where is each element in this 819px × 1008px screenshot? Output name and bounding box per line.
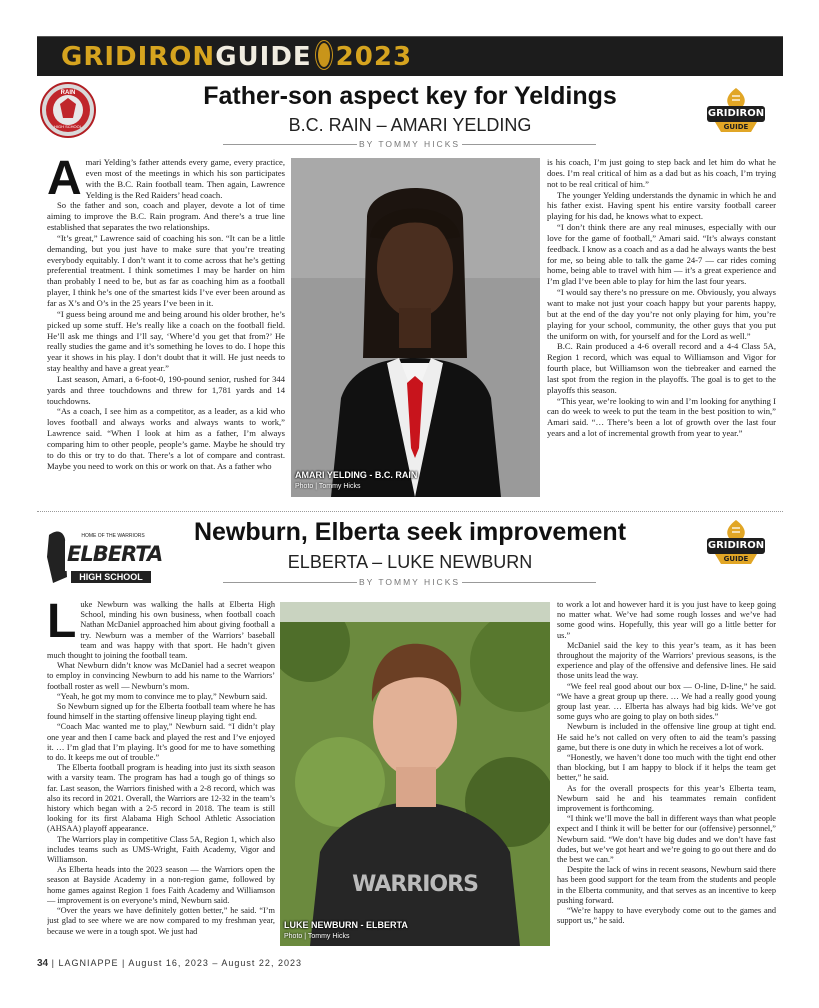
gridiron-guide-badge <box>705 86 767 138</box>
story2-dropcap: L <box>47 600 77 648</box>
story2-column-2 <box>557 600 776 948</box>
byline-rule-left <box>223 144 357 145</box>
story2-paragraph: So Newburn signed up for the Elberta football team where he has found himself in the starting offensive lineup playing tight end. <box>47 702 275 722</box>
story1-paragraph: is his coach, I’m just going to step back and let him do what he does. I’m real critical of him as a dad but as his coach, I’m trying not to be real critical of him.” <box>547 157 776 189</box>
story2-paragraph: As Elberta heads into the 2023 season — the Warriors open the season at Bayside Academy in a non-region game, followed by home games against Region 1 foes Faith Academy and Williamson — improvement is on everyone’s mind, Newburn said. <box>47 865 275 905</box>
story2-paragraph: The Elberta football program is heading into just its sixth season with a varsity team. The program has had a tough go of things so far. Last season, the Warriors finished with a 2-8 record, which was also its record in 2021. Overall, the Warriors are 12-32 in the team’s history which began with a 2-5 record in 2018. The team is still looking for its first Alabama High School Athletic Association (AHSAA) playoff appearance. <box>47 763 275 834</box>
story1-paragraph: “This year, we’re looking to win and I’m looking for anything I can do week to week to put the team in the best position to win,” Amari said. “… There’s been a lot of growth over the last four years and a lot of incremental growth from year to year.” <box>547 395 776 439</box>
story2-paragraph: Despite the lack of wins in recent seasons, Newburn said there has been good support for the team from the students and people in the Elberta community, and that serves as an incentive to keep pushing forward. <box>557 865 776 905</box>
story1-byline: BY TOMMY HICKS <box>358 139 461 149</box>
logo-rain-bottom-text: HIGH SCHOOL <box>53 124 82 129</box>
story2-paragraph: “Honestly, we haven’t done too much with the tight end other than blocking, but I am happy to block if it helps the team get better,” he said. <box>557 753 776 783</box>
story1-paragraph: “I guess being around me and being around his older brother, he’s picked up some stuff. He’s really like a coach on the football field. He’ll ask me things and I’ll say, ‘Where’d you get that from?’ He really studies the game and it’s something he loves to do. I hope this year it shows in his play. I don’t doubt that it will. He just needs to stay healthy and have a great year.” <box>47 308 285 374</box>
story1-paragraph: Last season, Amari, a 6-foot-0, 190-pound senior, rushed for 344 yards and three touchdowns and threw for 1,781 yards and 14 touchdowns. <box>47 373 285 406</box>
publication-name: LAGNIAPPE <box>58 958 119 968</box>
story2-paragraph: “Yeah, he got my mom to convince me to play,” Newburn said. <box>57 691 268 701</box>
badge-guide-text: GUIDE <box>723 123 749 131</box>
page-number: 34 <box>37 958 49 969</box>
byline-rule-right <box>462 582 596 583</box>
badge-gridiron-text: GRIDIRON <box>707 540 765 551</box>
story2-paragraph: “We’re happy to have everybody come out to the games and support us,” he said. <box>557 906 776 926</box>
football-icon <box>316 41 332 69</box>
story1-paragraph: “I would say there’s no pressure on me. Obviously, you always want to make not just your coach happy but your parents happy, but at the end of the day you’re not only playing for him, you’re playing for your school, community, the other guys that you put the uniform on with, for yourself and for the Lord as well.” <box>547 287 776 341</box>
story2-subhead: ELBERTA – LUKE NEWBURN <box>287 552 533 572</box>
story2-paragraph: “Coach Mac wanted me to play,” Newburn said. “I didn’t play one year and then I came back and played the rest and I’ve enjoyed it. … I’m glad that I’m playing. It’s good for me to have something to do. It keeps me out of trouble.” <box>47 722 275 763</box>
elberta-logo <box>43 527 161 587</box>
story1-column-1 <box>47 157 285 500</box>
story2-headline: Newburn, Elberta seek improvement <box>193 518 627 546</box>
story2-photo-caption: LUKE NEWBURN - ELBERTA <box>284 920 408 930</box>
story-divider <box>37 511 783 512</box>
logo-elberta-bottom-text: HIGH SCHOOL <box>79 572 143 582</box>
story1-paragraph: So the father and son, coach and player, devote a lot of time aiming to improve the B.C. Rain program. And there’s a true line established that separates the two relationships. <box>47 200 285 233</box>
story1-subhead: B.C. RAIN – AMARI YELDING <box>288 115 532 135</box>
banner-title-guide: GUIDE <box>215 42 312 72</box>
story2-paragraph: The Warriors play in competitive Class 5A, Region 1, which also includes teams such as UMS-Wright, Faith Academy, Vigor and Williamson. <box>47 834 275 865</box>
story2-paragraph: “We feel real good about our box — O-line, D-line,” he said. “We have a great group up there. … We had a really good young group last year. … Elberta has always had big kids. We’ve got some guys who are going to play on both sides.” <box>557 681 776 722</box>
story2-paragraph: uke Newburn was walking the halls at Elberta High School, minding his own business, when football coach Nathan McDaniel approached him about giving football a try. Newburn was a member of the Warriors’ baseball team and was happy with that sport. He hadn’t given much thought to joining the football team. <box>47 600 275 661</box>
story1-headline: Father-son aspect key for Yeldings <box>203 82 617 110</box>
story1-paragraph: mari Yelding’s father attends every game, every practice, even most of the meetings in which his son participates with the B.C. Rain football team. Then again, Lawrence Yelding is the Red Raiders’ head coach. <box>85 157 285 200</box>
logo-rain-text: RAIN <box>60 90 76 96</box>
story2-photo-credit: Photo | Tommy Hicks <box>284 933 350 940</box>
logo-elberta-top-text: HOME OF THE WARRIORS <box>81 533 145 539</box>
badge-gridiron-text: GRIDIRON <box>707 108 765 119</box>
story1-photo <box>291 158 540 497</box>
story2-paragraph: “Over the years we have definitely gotten better,” he said. “I’m just glad to see where we are now compared to my freshman year, because we were in a tough spot. We just had <box>47 906 275 936</box>
story1-paragraph: The younger Yelding understands the dynamic in which he and his father exist. Having spent his entire varsity football career playing for his dad, he knows what to expect. <box>547 189 776 222</box>
story2-paragraph: to work a lot and however hard it is you just have to keep going no matter what. We’ve had some rough losses and we’ve had some good wins. Hopefully, this year will go a little better for us.” <box>557 600 776 640</box>
story1-photo-caption: AMARI YELDING - B.C. RAIN <box>295 470 418 480</box>
story2-photo <box>280 602 550 946</box>
story1-dropcap: A <box>47 157 82 205</box>
banner-title <box>61 41 412 72</box>
logo-elberta-main-text: ELBERTA <box>67 542 163 566</box>
banner-title-gridiron: GRIDIRON <box>61 42 216 72</box>
section-banner <box>37 36 783 76</box>
story2-paragraph: McDaniel said the key to this year’s team, as it has been throughout the majority of the Warriors’ previous seasons, is the experience and play of the offensive and defensive lines. He said those units lead the way. <box>557 640 776 681</box>
badge-guide-text: GUIDE <box>723 555 749 563</box>
byline-rule-left <box>223 582 357 583</box>
banner-title-year: 2023 <box>335 42 413 72</box>
story1-paragraph: B.C. Rain produced a 4-6 overall record and a 4-4 Class 5A, Region 1 record, which was equal to Williamson and Vigor for fourth place, but Williamson won the tiebreaker and earned the last spot from the region in the playoffs. The goal is to get to the playoffs this season. <box>547 341 776 395</box>
story2-byline: BY TOMMY HICKS <box>358 577 461 587</box>
byline-rule-right <box>462 144 596 145</box>
story1-column-2 <box>547 157 776 500</box>
story2-paragraph: “I think we’ll move the ball in different ways than what people expect and I think it will be better for our (offensive) personnel,” Newburn said. “We don’t have big dudes and we don’t have fast dudes, but we’ve got heart and we’re going to go out there and do the best we can.” <box>557 814 776 865</box>
gridiron-guide-badge <box>705 518 767 570</box>
story1-photo-credit: Photo | Tommy Hicks <box>295 483 361 490</box>
story2-paragraph: What Newburn didn’t know was McDaniel had a secret weapon to employ in convincing Newburn to add his name to the Warriors’ football roster as well — Newburn’s mom. <box>47 661 275 691</box>
page-footer: 34 | LAGNIAPPE | August 16, 2023 – August 22, 2023 <box>37 958 302 969</box>
bc-rain-logo <box>40 82 96 138</box>
story1-paragraph: “I don’t think there are any real minuses, especially with our love for the game of football,” Amari said. “It’s always constant feedback. I know as a coach and as a dad he always wants the best for me, so being able to talk the game 24-7 — car rides coming home, being able to travel with him — it’s a great experience and I’m glad I’ve been able to play for him the last four years. <box>547 222 776 287</box>
story2-paragraph: Newburn is included in the offensive line group at tight end. He said he’s not called on very often to aid the team’s passing game, but there is one duty in which he receives a lot of work. <box>557 722 776 752</box>
issue-dates: August 16, 2023 – August 22, 2023 <box>128 958 302 968</box>
story2-column-1 <box>47 600 275 948</box>
warriors-shirt-text: WARRIORS <box>352 872 478 897</box>
story1-paragraph: “As a coach, I see him as a competitor, as a leader, as a kid who loves football and always works and always wants to work,” Lawrence said. “When I look at him as a father, I’m always comparing him to other people, people’s game. Maybe he should try to do this or try to do that. There’s a lot of compare and contrast. Maybe you need to work on this or work on that. As a father who <box>47 406 285 471</box>
story2-paragraph: As for the overall prospects for this year’s Elberta team, Newburn said he and his teammates remain confident improvement is forthcoming. <box>557 783 776 814</box>
story1-paragraph: “It’s great,” Lawrence said of coaching his son. “It can be a little demanding, but you just have to make sure that you’re treating everybody equitably. I don’t want it to come across that he’s getting preferential treatment. I think sometimes I may be harder on him than probably I need to be, but as far as coaching him as a football player, I think he’s one of the smartest kids I’ve ever been around as far as X’s and O’s in the 25 years I’ve been in it. <box>47 232 285 308</box>
